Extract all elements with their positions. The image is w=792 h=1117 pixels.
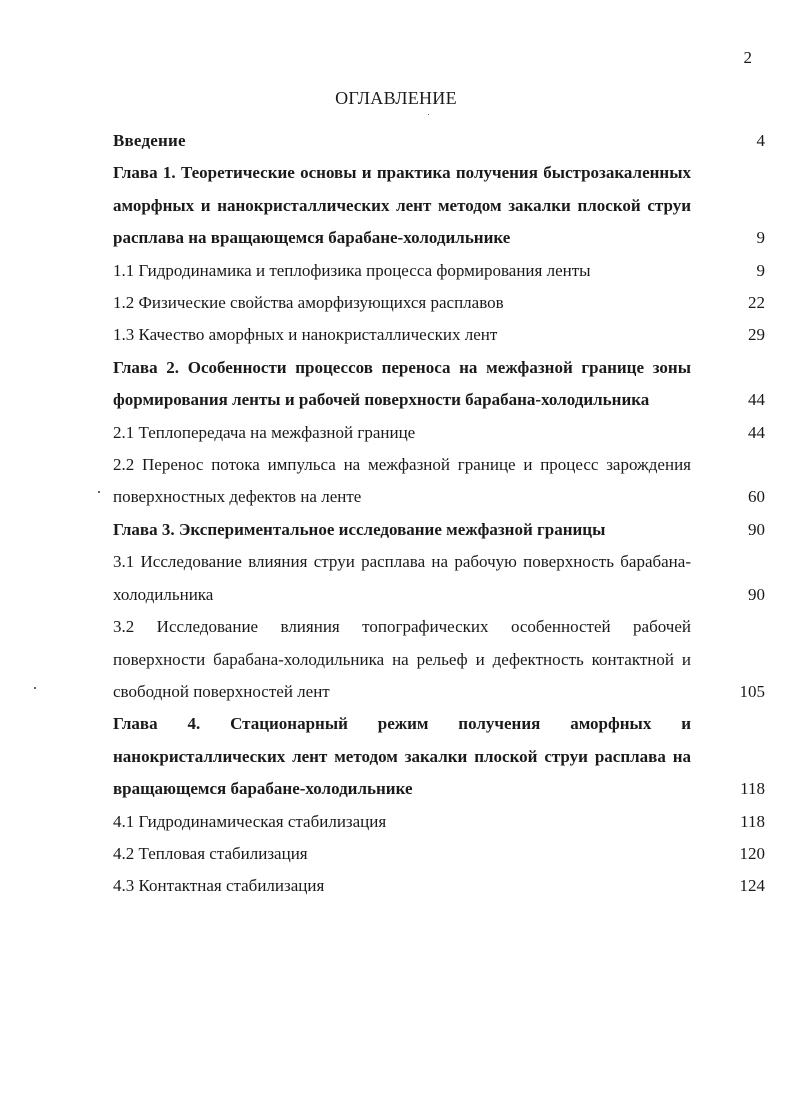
toc-entry-text: 1.3 Качество аморфных и нанокристаллических лент [113, 325, 498, 345]
toc-entry-chapter-3 [113, 514, 765, 546]
toc-entry-chapter-1 [113, 157, 765, 254]
toc-entry-text: 4.2 Тепловая стабилизация [113, 843, 308, 863]
page-number: 2 [743, 48, 752, 67]
toc-entry-section-2-2 [113, 449, 765, 514]
toc-entry-section-4-1 [113, 806, 765, 838]
toc-entry-page: 9 [756, 228, 765, 248]
toc-entry-text: 4.3 Контактная стабилизация [113, 876, 325, 896]
toc-entry-text: 3.2 Исследование влияния топографических особенностей рабочей поверхности барабана-холодильника на рельеф и дефектность контактной и свободной поверхностей лент [113, 617, 691, 701]
toc-entry-page: 44 [748, 390, 765, 410]
scan-speck [34, 687, 36, 689]
toc-entry-section-1-1 [113, 255, 765, 287]
toc-entry-section-4-3 [113, 870, 765, 902]
toc-entry-section-1-3 [113, 319, 765, 351]
toc-entry-page: 120 [739, 843, 765, 863]
toc-entry-page: 105 [739, 681, 765, 701]
toc-entry-text: 3.1 Исследование влияния струи расплава на рабочую поверхность барабана-холодильника [113, 552, 691, 604]
toc-entry-text: 2.1 Теплопередача на межфазной границе [113, 422, 416, 442]
toc-entry-text: Введение [113, 131, 186, 150]
toc-entry-text: 4.1 Гидродинамическая стабилизация [113, 811, 387, 831]
toc-entry-section-1-2 [113, 287, 765, 319]
toc-entry-section-3-2 [113, 611, 765, 708]
toc-entry-page: 118 [740, 779, 765, 799]
toc-entry-text: Глава 4. Стационарный режим получения аморфных и нанокристаллических лент методом закалки плоской струи расплава на вращающемся барабане-холодильнике [113, 714, 691, 799]
toc-entry-text: 2.2 Перенос потока импульса на межфазной границе и процесс зарождения поверхностных дефектов на ленте [113, 455, 691, 507]
toc-entry-section-2-1 [113, 417, 765, 449]
toc-entry-chapter-4 [113, 708, 765, 805]
toc-entry-page: 118 [740, 811, 765, 831]
page-title: ОГЛАВЛЕНИЕ [335, 88, 457, 108]
toc-entry-text: Глава 2. Особенности процессов переноса на межфазной границе зоны формирования ленты и рабочей поверхности барабана-холодильника [113, 357, 691, 410]
toc-entry-text: Глава 1. Теоретические основы и практика получения быстрозакаленных аморфных и нанокристаллических лент методом закалки плоской струи расплава на вращающемся барабане-холодильнике [113, 163, 691, 248]
scan-speck [98, 491, 100, 493]
toc-entry-page: 90 [748, 584, 765, 604]
toc-entry-page: 124 [739, 876, 765, 896]
toc-entry-page: 90 [748, 519, 765, 539]
table-of-contents [113, 125, 765, 903]
toc-entry-text: 1.1 Гидродинамика и теплофизика процесса формирования ленты [113, 260, 591, 280]
toc-entry-page: 22 [748, 293, 765, 313]
scan-speck [428, 114, 429, 115]
toc-entry-section-4-2 [113, 838, 765, 870]
toc-entry-text: Глава 3. Экспериментальное исследование межфазной границы [113, 519, 606, 539]
toc-entry-text: 1.2 Физические свойства аморфизующихся расплавов [113, 293, 504, 313]
toc-entry-page: 4 [756, 131, 765, 150]
toc-entry-page: 60 [748, 487, 765, 507]
toc-entry-introduction [113, 125, 765, 157]
toc-entry-page: 29 [748, 325, 765, 345]
toc-entry-page: 44 [748, 422, 765, 442]
toc-entry-chapter-2 [113, 352, 765, 417]
toc-entry-page: 9 [756, 260, 765, 280]
toc-entry-section-3-1 [113, 546, 765, 611]
